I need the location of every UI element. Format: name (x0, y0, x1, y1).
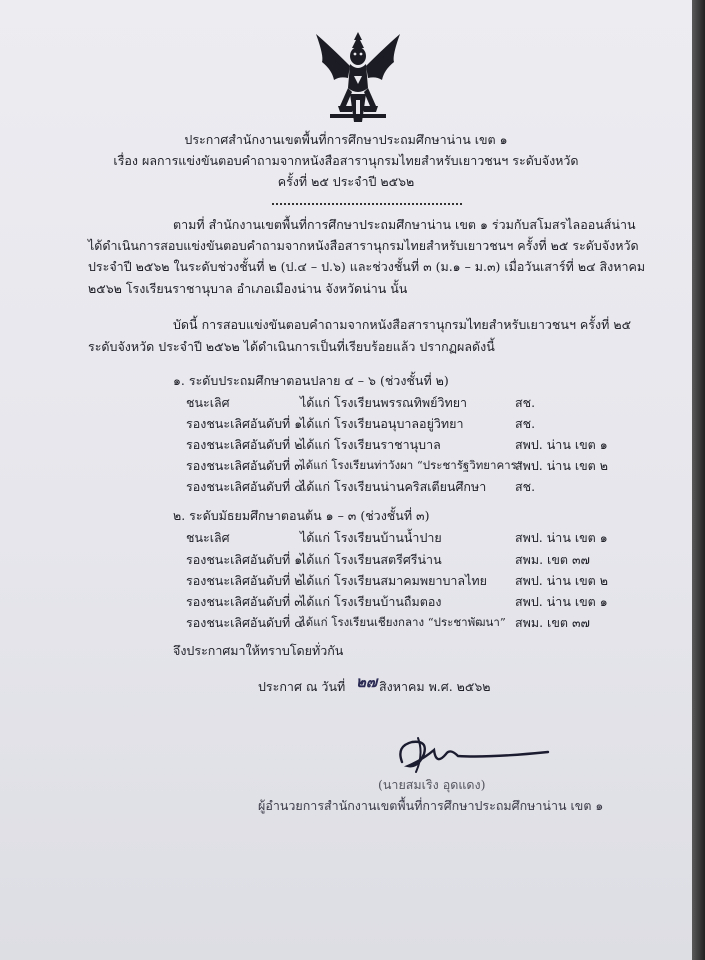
signatory-name: (นายสมเริง อุดแดง) (378, 777, 486, 792)
rank-label: รองชนะเลิศอันดับที่ ๒ (186, 437, 303, 452)
school-name: ได้แก่ โรงเรียนน่านคริสเตียนศึกษา (300, 479, 487, 494)
page-edge-shadow (692, 0, 705, 960)
office-label: สช. (515, 395, 536, 410)
paragraph-line: ๒๕๖๒ โรงเรียนราชานุบาล อำเภอเมืองน่าน จังหวัดน่าน นั้น (88, 281, 408, 296)
office-label: สช. (515, 416, 536, 431)
dotted-divider (272, 203, 462, 205)
rank-label: รองชนะเลิศอันดับที่ ๑ (186, 416, 303, 431)
announce-date-prefix: ประกาศ ณ วันที่ (258, 679, 346, 694)
school-name: ได้แก่ โรงเรียนท่าวังผา “ประชารัฐวิทยาคาร” (300, 458, 523, 472)
paragraph-line: บัดนี้ การสอบแข่งขันตอบคำถามจากหนังสือสารานุกรมไทยสำหรับเยาวชนฯ ครั้งที่ ๒๕ (173, 317, 632, 332)
school-name: ได้แก่ โรงเรียนเชียงกลาง “ประชาพัฒนา” (300, 615, 506, 629)
closing-statement: จึงประกาศมาให้ทราบโดยทั่วกัน (173, 643, 344, 658)
office-label: สพป. น่าน เขต ๑ (515, 594, 608, 609)
rank-label: รองชนะเลิศอันดับที่ ๑ (186, 552, 303, 567)
office-label: สพป. น่าน เขต ๑ (515, 530, 608, 545)
garuda-emblem-icon (310, 26, 406, 126)
section-heading: ๒. ระดับมัธยมศึกษาตอนต้น ๑ – ๓ (ช่วงชั้นที่ ๓) (173, 508, 430, 523)
rank-label: รองชนะเลิศอันดับที่ ๔ (186, 615, 304, 630)
announce-day-handwritten: ๒๗ (356, 673, 378, 691)
rank-label: ชนะเลิศ (186, 530, 230, 545)
office-label: สพป. น่าน เขต ๒ (515, 573, 608, 588)
office-label: สพม. เขต ๓๗ (515, 552, 590, 567)
rank-label: รองชนะเลิศอันดับที่ ๔ (186, 479, 304, 494)
announce-date-suffix: สิงหาคม พ.ศ. ๒๕๖๒ (379, 679, 491, 694)
school-name: ได้แก่ โรงเรียนสมาคมพยาบาลไทย (300, 573, 487, 588)
office-label: สพป. น่าน เขต ๑ (515, 437, 608, 452)
rank-label: รองชนะเลิศอันดับที่ ๓ (186, 458, 303, 473)
office-label: สพป. น่าน เขต ๒ (515, 458, 608, 473)
school-name: ได้แก่ โรงเรียนราชานุบาล (300, 437, 441, 452)
section-heading: ๑. ระดับประถมศึกษาตอนปลาย ๔ – ๖ (ช่วงชั้นที่ ๒) (173, 373, 449, 388)
signature-icon (388, 732, 558, 782)
announcement-title: ประกาศสำนักงานเขตพื้นที่การศึกษาประถมศึกษาน่าน เขต ๑ (184, 132, 508, 147)
office-label: สพม. เขต ๓๗ (515, 615, 590, 630)
school-name: ได้แก่ โรงเรียนอนุบาลอยู่วิทยา (300, 416, 464, 431)
paragraph-line: ได้ดำเนินการสอบแข่งขันตอบคำถามจากหนังสือสารานุกรมไทยสำหรับเยาวชนฯ ครั้งที่ ๒๕ ระดับจังหวัด (88, 238, 639, 253)
school-name: ได้แก่ โรงเรียนพรรณทิพย์วิทยา (300, 395, 468, 410)
school-name: ได้แก่ โรงเรียนบ้านน้ำปาย (300, 530, 442, 545)
office-label: สช. (515, 479, 536, 494)
school-name: ได้แก่ โรงเรียนบ้านถืมตอง (300, 594, 442, 609)
paragraph-line: ระดับจังหวัด ประจำปี ๒๕๖๒ ได้ดำเนินการเป็นที่เรียบร้อยแล้ว ปรากฏผลดังนี้ (88, 339, 495, 354)
rank-label: รองชนะเลิศอันดับที่ ๒ (186, 573, 303, 588)
paragraph-line: ประจำปี ๒๕๖๒ ในระดับช่วงชั้นที่ ๒ (ป.๔ – ป.๖) และช่วงชั้นที่ ๓ (ม.๑ – ม.๓) เมื่อวันเสาร์ที่ ๒๔ สิงหาคม (88, 259, 646, 274)
paragraph-line: ตามที่ สำนักงานเขตพื้นที่การศึกษาประถมศึกษาน่าน เขต ๑ ร่วมกับสโมสรไลออนส์น่าน (173, 217, 636, 232)
announcement-subject: เรื่อง ผลการแข่งขันตอบคำถามจากหนังสือสารานุกรมไทยสำหรับเยาวชนฯ ระดับจังหวัด (113, 153, 579, 168)
rank-label: ชนะเลิศ (186, 395, 230, 410)
school-name: ได้แก่ โรงเรียนสตรีศรีน่าน (300, 552, 442, 567)
announcement-edition: ครั้งที่ ๒๕ ประจำปี ๒๕๖๒ (277, 174, 415, 189)
rank-label: รองชนะเลิศอันดับที่ ๓ (186, 594, 303, 609)
signatory-title: ผู้อำนวยการสำนักงานเขตพื้นที่การศึกษาประถมศึกษาน่าน เขต ๑ (258, 798, 604, 813)
